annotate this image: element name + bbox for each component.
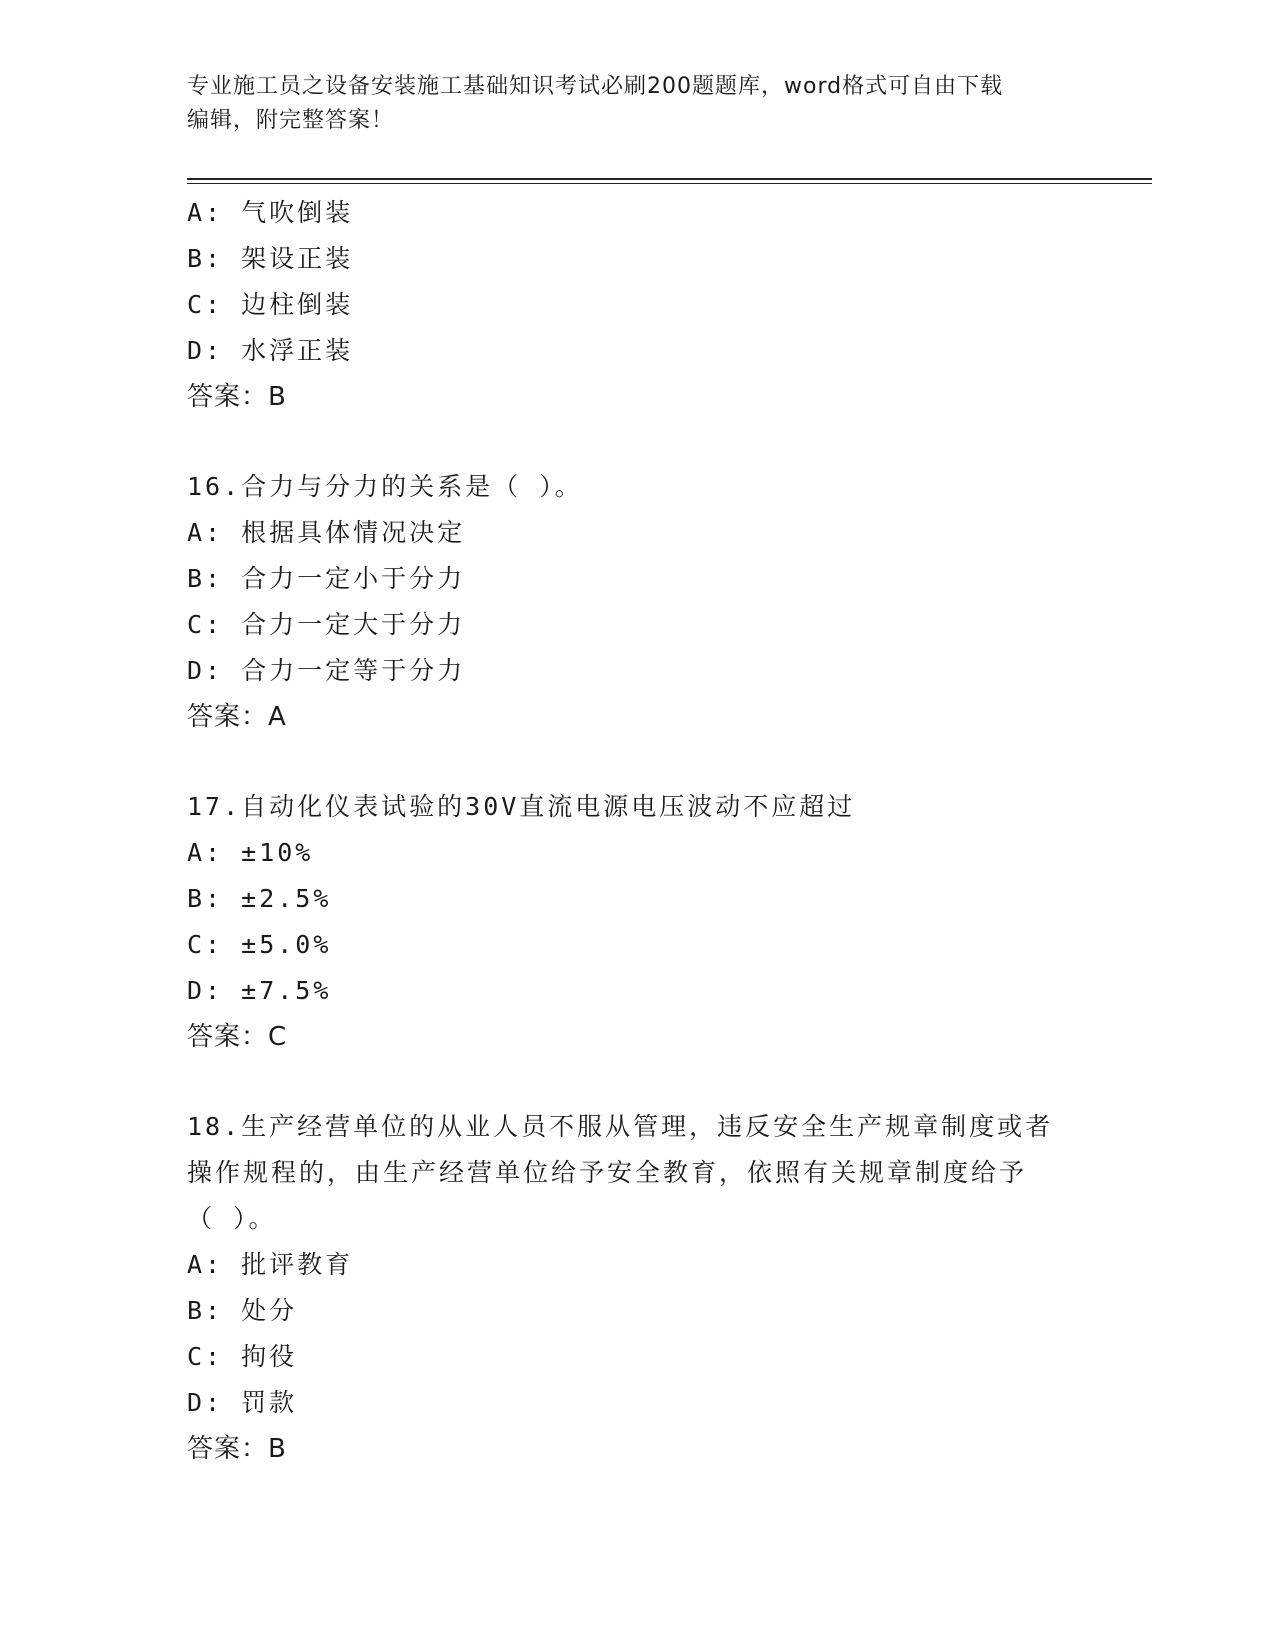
option-d: D: 水浮正装 bbox=[187, 336, 354, 365]
question-block-17 bbox=[187, 784, 1087, 1060]
option-c: C: 边柱倒装 bbox=[187, 290, 354, 319]
question-block-15 bbox=[187, 190, 1087, 420]
header-line-1: 专业施工员之设备安装施工基础知识考试必刷200题题库，word格式可自由下载 bbox=[187, 74, 1004, 99]
option-a: A: 根据具体情况决定 bbox=[187, 518, 466, 547]
header-divider-top bbox=[187, 178, 1152, 180]
option-b: B: 合力一定小于分力 bbox=[187, 564, 466, 593]
answer-line: 答案：B bbox=[187, 1434, 287, 1464]
question-block-16 bbox=[187, 464, 1087, 740]
question-text-line-2: 操作规程的，由生产经营单位给予安全教育，依照有关规章制度给予 bbox=[187, 1158, 1028, 1187]
question-text-line-1: 18.生产经营单位的从业人员不服从管理，违反安全生产规章制度或者 bbox=[187, 1112, 1054, 1141]
document-header bbox=[187, 70, 1067, 138]
option-c: C: ±5.0% bbox=[187, 930, 332, 959]
option-b: B: ±2.5% bbox=[187, 884, 332, 913]
header-line-2: 编辑，附完整答案！ bbox=[187, 108, 395, 133]
question-block-18 bbox=[187, 1104, 1087, 1472]
option-a: A: 气吹倒装 bbox=[187, 198, 354, 227]
question-list bbox=[187, 190, 1087, 1472]
question-text: 16.合力与分力的关系是（ ）。 bbox=[187, 472, 583, 501]
option-c: C: 合力一定大于分力 bbox=[187, 610, 466, 639]
option-b: B: 架设正装 bbox=[187, 244, 354, 273]
header-divider-bottom bbox=[187, 183, 1152, 184]
option-d: D: 罚款 bbox=[187, 1388, 298, 1417]
option-d: D: ±7.5% bbox=[187, 976, 332, 1005]
option-b: B: 处分 bbox=[187, 1296, 298, 1325]
option-a: A: ±10% bbox=[187, 838, 314, 867]
answer-line: 答案：A bbox=[187, 702, 287, 732]
question-text: 17.自动化仪表试验的30V直流电源电压波动不应超过 bbox=[187, 792, 856, 821]
answer-line: 答案：B bbox=[187, 382, 287, 412]
option-d: D: 合力一定等于分力 bbox=[187, 656, 466, 685]
question-text-line-3: （ ）。 bbox=[187, 1204, 277, 1233]
option-c: C: 拘役 bbox=[187, 1342, 298, 1371]
option-a: A: 批评教育 bbox=[187, 1250, 354, 1279]
answer-line: 答案：C bbox=[187, 1022, 288, 1052]
